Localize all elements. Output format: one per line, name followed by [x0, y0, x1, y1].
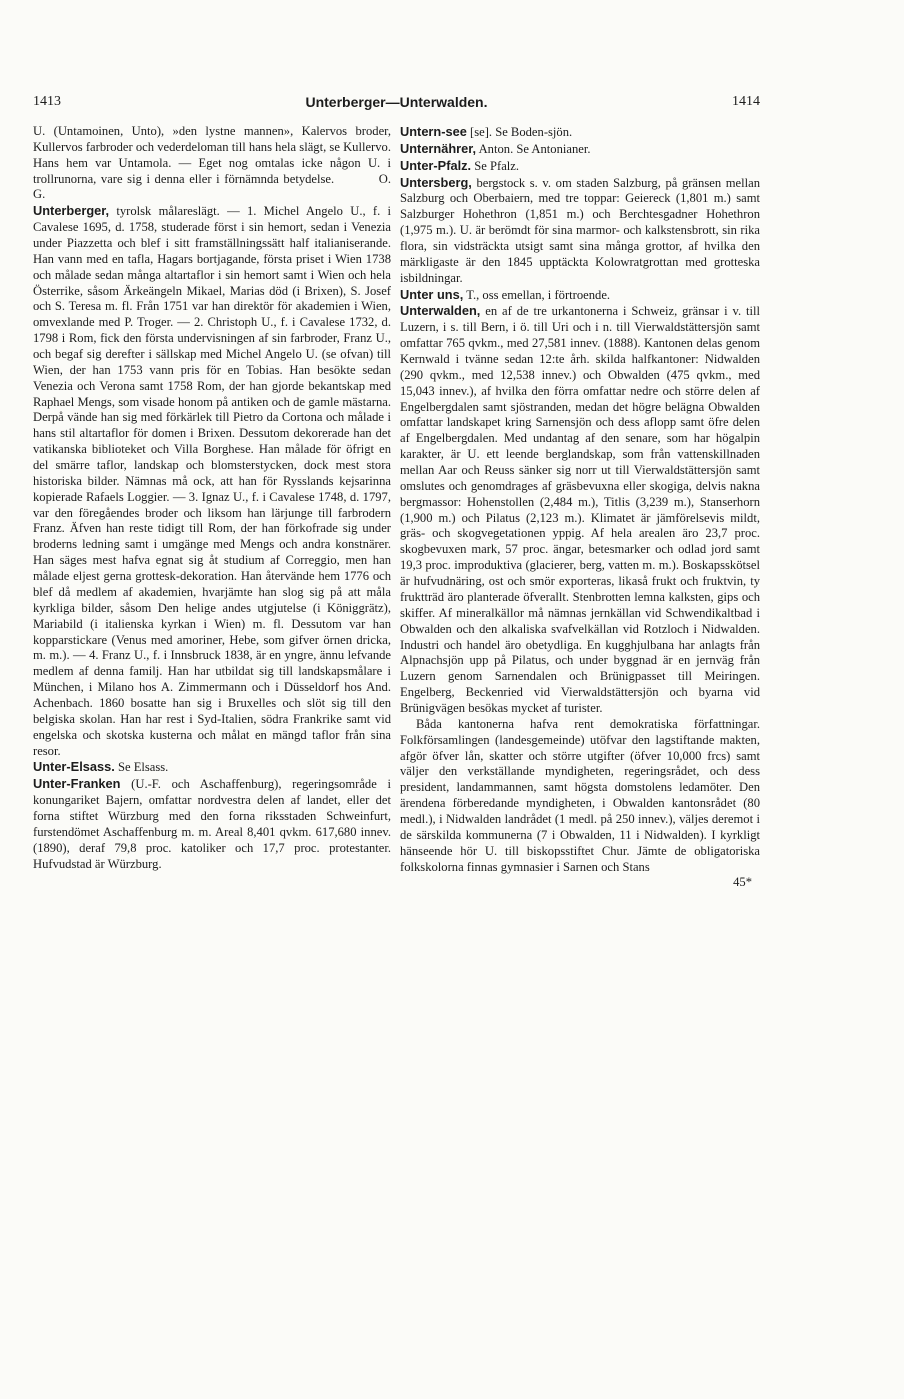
- headword: Unter-Pfalz.: [400, 157, 472, 173]
- entry-unter-uns: [400, 287, 760, 304]
- running-header: [33, 94, 760, 114]
- headword: Unterwalden,: [400, 303, 481, 319]
- headword: Unternährer,: [400, 140, 477, 156]
- entry-untamoinen: [33, 124, 391, 203]
- page-number-left: 1413: [33, 94, 61, 109]
- entry-text: Anton. Se Antonianer.: [478, 141, 591, 156]
- entry-text: Se Pfalz.: [474, 158, 520, 173]
- signature-mark: 45*: [733, 875, 752, 890]
- entry-text: tyrolsk målareslägt. — 1. Michel Angelo U., f. i Cavalese 1695, d. 1758, studerade först i sin hemort, sedan i Venezia under Piazzetta och blef i sitt framställningssätt half italianiserande. Han vann med en tafla, Hagars bortjagande, första priset i Wien 1738 och målade sedan många altartaflor i sin hemort samt i Wien och hela Österrike, såsom Ärkeängeln Mikael, Marias död (i Brixen), S. Josef och S. Teresa m. fl. Från 1751 var han direktör för akademien i Wien, omvexlande med P. Troger. — 2. Christoph U., f. i Cavalese 1732, d. 1798 i Rom, fick den första undervisningen af sin farbroder, Franz U., och begaf sig derefter i sällskap med Michel Angelo U. (se ofvan) till Wien, der han 1753 vann pris för en Tobias. Han besökte sedan Venezia och Verona samt 1758 Rom, der han gjorde bekantskap med Raphael Mengs, som visade honom på antiken och de gamle mästarna. Derpå vände han sig med förkärlek till Pietro da Cortona och målade i hans stil altartaflor för domen i Brixen. Dessutom dekorerade han det vatikanska biblioteket och Villa Borghese. Han målade för öfrigt en del smärre taflor, landskap och blomsterstycken, dock mest stora historiska bilder. Nämnas må ock, att han för Rysslands kejsarinna kopierade Rafaels Loggier. — 3. Ignaz U., f. i Cavalese 1748, d. 1797, var den föregåendes broder och liksom han lärjunge till farbrodern Franz. Äfven han reste tidigt till Rom, der han förkofrade sig under broderns ledning samt i umgänge med Mengs och andra konstnärer. Han säges mest hafva egnat sig åt studium af Correggio, men han målade eljest gerna grottesk-dekoration. Han återvände hem 1776 och blef då medlem af akademien, hvarjämte han slog sig på att måla kyrkliga bilder, såsom Den helige andes utgjutelse (i Königgrätz), Mariabild (i italienska kyrkan i Wien) m. fl. Dessutom var han kopparstickare (Venus med amoriner, Hebe, som gifver örnen dricka, m. m.). — 4. Franz U., f. i Innsbruck 1838, är en yngre, ännu lefvande medlem af denna familj. Han har utbildat sig till landskapsmålare i München, i Milano hos A. Zimmermann och i Düsseldorf hos And. Achenbach. 1860 bosatte han sig i Bruxelles och slöt sig till den belgiska skolan. Han har rest i Syd-Italien, södra Frankrike samt vid engelska och skotska kusterna och målat en mängd taflor från sina resor.: [33, 204, 391, 758]
- running-title: Unterberger—Unterwalden.: [305, 94, 488, 110]
- entry-text: U. (Untamoinen, Unto), »den lystne mannen», Kalervos broder, Kullervos farbroder och vederdeloman till hans hela slägt, se Kullervo. Hans hem var Untamola. — Eget nog omtalas icke någon U. i trollrunorna, vare sig i denna eller i förnämnda betydelse.: [33, 124, 391, 186]
- entry-text: bergstock s. v. om staden Salzburg, på gränsen mellan Salzburg och Oberbaiern, med tre toppar: Geiereck (1,801 m.) samt Salzburger Hohethron (1,851 m.) och Berchtesgadner Hohethron (1,975 m.). U. är berömdt för sina marmor- och kalkstensbrott, sin rika flora, sin vidsträckta utsigt samt sina många grottor, af hvilka den märkligaste är den 1845 upptäckta Kolowratgrottan med grotteska isbildningar.: [400, 175, 760, 285]
- entry-untern-see: [400, 124, 760, 141]
- headword: Unterberger,: [33, 203, 110, 219]
- headword: Unter-Franken: [33, 776, 121, 792]
- entry-text: Se Elsass.: [117, 760, 169, 775]
- left-column: [33, 124, 391, 872]
- headword: Untern-see: [400, 124, 467, 139]
- entry-text: (U.-F. och Aschaffenburg), regeringsområde i konungariket Bajern, omfattar nordvestra delen af landet, eller det forna stiftet Würzburg med den forna riksstaden Schweinfurt, furstendömet Aschaffenburg m. m. Areal 8,401 qvkm. 617,680 innev. (1890), deraf 79,8 proc. katoliker och 17,7 proc. protestanter. Hufvudstad är Würzburg.: [33, 777, 391, 871]
- headword: Untersberg,: [400, 174, 472, 190]
- entry-text: T., oss emellan, i förtroende.: [466, 287, 611, 302]
- entry-unternahrer: [400, 141, 760, 158]
- author-signature: O. G.: [33, 171, 391, 202]
- entry-text: [se]. Se Boden-sjön.: [470, 125, 573, 139]
- entry-untersberg: [400, 175, 760, 287]
- headword: Unter-Elsass.: [33, 759, 115, 775]
- entry-unterberger: [33, 203, 391, 759]
- entry-unter-pfalz: [400, 158, 760, 175]
- page-number-right: 1414: [732, 94, 760, 109]
- entry-unter-franken: [33, 776, 391, 872]
- headword: Unter uns,: [400, 286, 464, 302]
- entry-unter-elsass: [33, 759, 391, 776]
- entry-unterwalden: [400, 303, 760, 716]
- entry-unterwalden-continued: Båda kantonerna hafva rent demokratiska författningar. Folkförsamlingen (landesgemeinde) utöfvar den lagstiftande makten, afgör öfver lån, skatter och större utgifter (öfver 10,000 frcs) samt väljer den verkställande myndigheten, regeringsrådet, och dess president, landammannen, samt högsta domstolens ledamöter. Den ärendena förberedande myndigheten, i Obwalden kantonsrådet (80 medl.), i Nidwalden landrådet (1 medl. på 250 innev.), väljes deremot i de särskilda kommunerna (7 i Obwalden, 11 i Nidwalden). I kyrkligt hänseende hör U. till biskopsstiftet Chur. Jämte de obligatoriska folkskolorna finnas gymnasier i Sarnen och Stans: [400, 716, 760, 874]
- right-column: [400, 124, 760, 891]
- entry-text: en af de tre urkantonerna i Schweiz, gränsar i v. till Luzern, i s. till Bern, i ö. till Uri och i n. till Vierwaldstättersjön samt omfattar 765 qvkm., med 27,581 innev. (1888). Kantonen delas genom Kernwald i tvänne sedan 12:te årh. skilda halfkantoner: Nidwalden (290 qvkm., med 12,538 innev.) och Obwalden (475 qvkm., med 15,043 innev.), af hvilka den förra omfattar nedre och större delen af Engelbergdalen samt sjöstranden, medan det högre belägna Obwalden omfattar landskapet kring Sarnensjön och dess aflopp samt öfre delen af Engelbergdalen. Med undantag af den senare, som har högalpin karakter, är U. ett leende berglandskap, som från vattenskillnaden mellan Aar och Reuss sänker sig norr ut till Vierwaldstättersjön samt omslutes och genomdrages af gräsbevuxna eller skogiga, delvis nakna bergmassor: Hohenstollen (2,484 m.), Titlis (3,239 m.), Stanserhorn (1,900 m.) och Pilatus (2,123 m.). Klimatet är jämförelsevis mildt, gräs- och skogvegetationen yppig. Af hela arealen äro 23,7 proc. skogbevuxen mark, 57 proc. ängar, betesmarker och odlad jord samt 19,3 proc. improduktiva (glacierer, berg, vatten m. m.). Boskapsskötsel är hufvudnäring, ost och smör exporteras, likaså frukt och fruktvin, ty fruktträd äro planterade öfverallt. Stenbrotten lemna kalksten, gips och skiffer. Af mineralkällor må nämnas jernkällan vid Schwendikaltbad i Obwalden och den alkaliska svafvelkällan vid Rotzloch i Nidwalden. Industri och handel äro obetydliga. En kugghjulbana har anlagts från Alpnachsjön upp på Pilatus, och under byggnad är en jernväg från Luzern genom Sarnendalen och Brünigpasset till Meiringen. Engelberg, Beckenried vid Vierwaldstättersjön och byarna vid Brünigvägen besökas mycket af turister.: [400, 304, 760, 715]
